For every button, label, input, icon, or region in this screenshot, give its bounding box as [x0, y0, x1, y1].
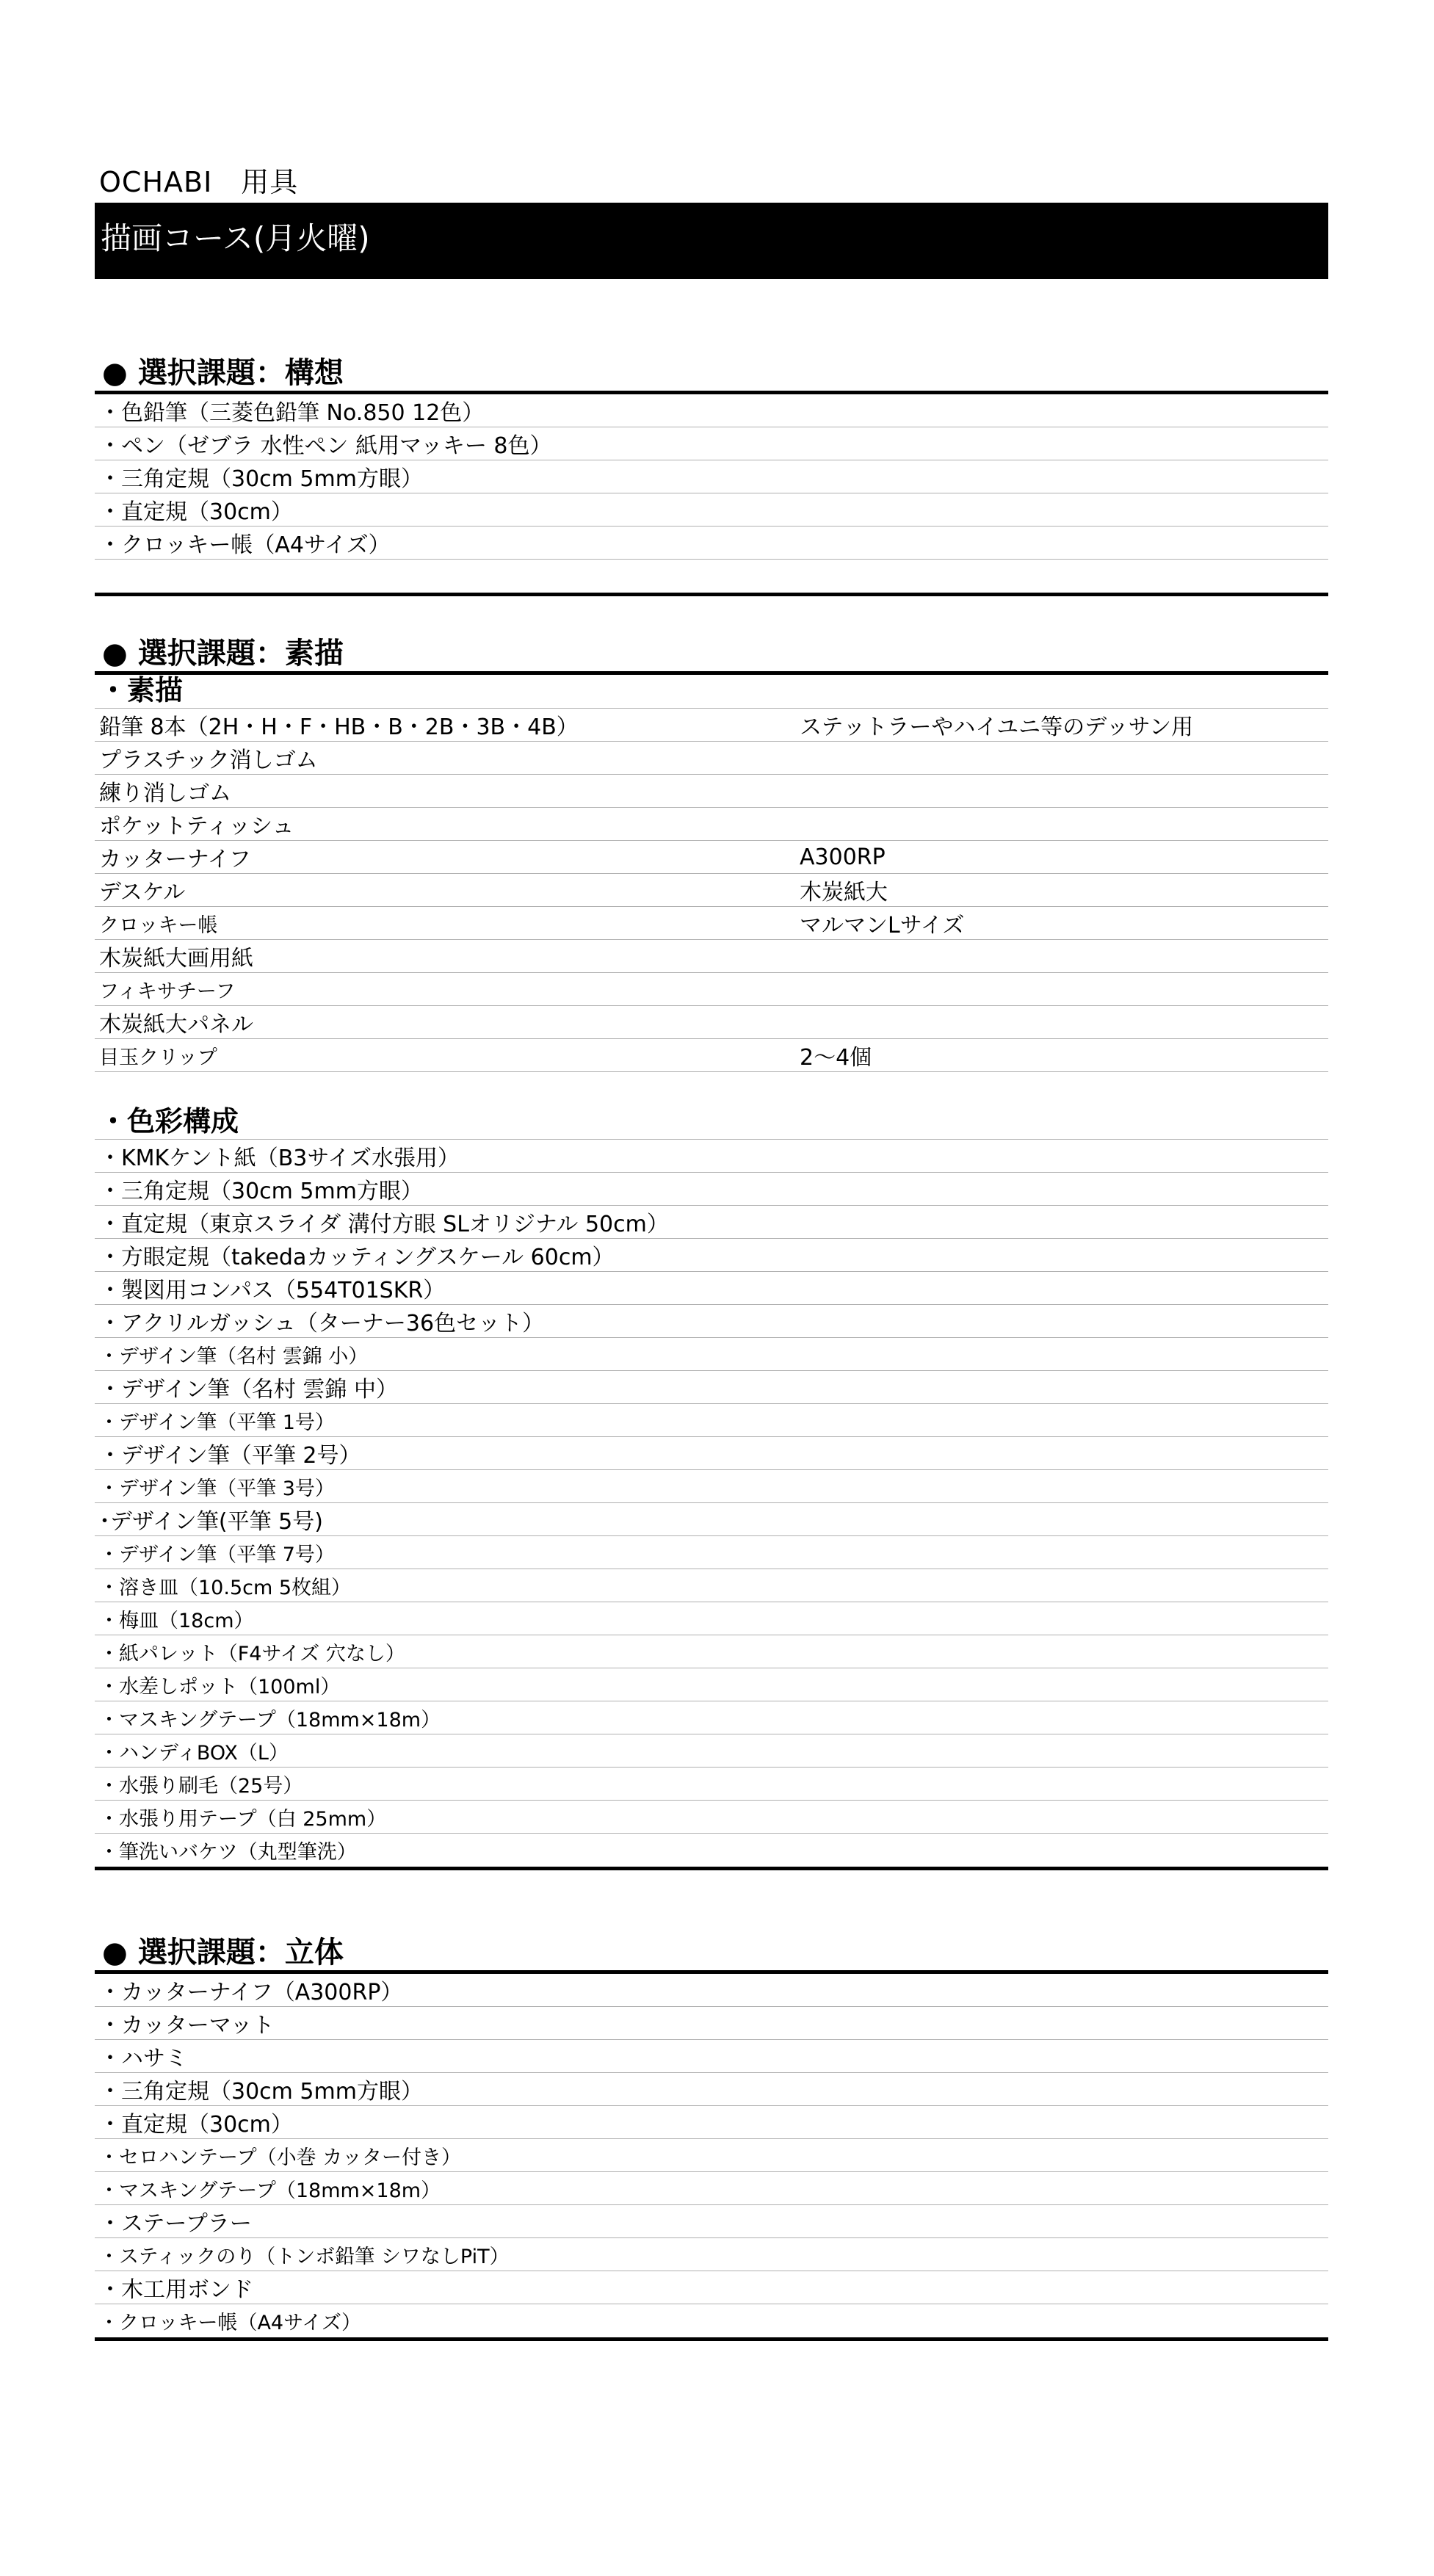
list-item: ・水張り用テープ（白 25mm）: [95, 1801, 1328, 1834]
table-row: プラスチック消しゴム: [95, 742, 1328, 775]
list-item: ･デザイン筆(平筆 5号): [95, 1503, 1328, 1536]
table-row: フィキサチーフ: [95, 973, 1328, 1006]
bullet-icon: ●: [102, 637, 128, 670]
list-item: ・セロハンテープ（小巻 カッター付き）: [95, 2139, 1328, 2172]
list-item: ・紙パレット（F4サイズ 穴なし）: [95, 1635, 1328, 1668]
list-kousou: [95, 394, 1328, 596]
list-item: ・デザイン筆（平筆 1号）: [95, 1404, 1328, 1437]
list-item: ・デザイン筆（名村 雲錦 中）: [95, 1371, 1328, 1404]
list-item: ・直定規（30cm）: [95, 2106, 1328, 2139]
course-banner: 描画コース(月火曜): [95, 203, 1328, 279]
list-item: ・ペン（ゼブラ 水性ペン 紙用マッキー 8色）: [95, 427, 1328, 460]
table-row: クロッキー帳 マルマンLサイズ: [95, 907, 1328, 940]
table-row: デスケル 木炭紙大: [95, 874, 1328, 907]
list-item: ・クロッキー帳（A4サイズ）: [95, 527, 1328, 560]
list-item: ・方眼定規（takedaカッティングスケール 60cm）: [95, 1239, 1328, 1272]
list-item: ・デザイン筆（平筆 7号）: [95, 1536, 1328, 1569]
list-item: ・カッターナイフ（A300RP）: [95, 1974, 1328, 2007]
list-item: ・色鉛筆（三菱色鉛筆 No.850 12色）: [95, 394, 1328, 427]
list-item: ・ハサミ: [95, 2040, 1328, 2073]
list-item: ・直定規（東京スライダ 溝付方眼 SLオリジナル 50cm）: [95, 1206, 1328, 1239]
list-item: ・クロッキー帳（A4サイズ）: [99, 2312, 361, 2334]
list-item: ・直定規（30cm）: [95, 493, 1328, 527]
list-item: ・筆洗いバケツ（丸型筆洗）: [99, 1841, 357, 1864]
table-row: 目玉クリップ 2〜4個: [95, 1039, 1328, 1072]
table-row: カッターナイフ A300RP: [95, 841, 1328, 874]
list-item: ・スティックのり（トンボ鉛筆 シワなしPiT）: [95, 2238, 1328, 2271]
list-item: ・溶き皿（10.5cm 5枚組）: [95, 1569, 1328, 1602]
list-item: ・デザイン筆（名村 雲錦 小）: [95, 1338, 1328, 1371]
subsection-title-sobyou: ・素描: [95, 675, 1328, 709]
list-item: ・製図用コンパス（554T01SKR）: [95, 1272, 1328, 1305]
list-rittai: [95, 1974, 1328, 2341]
table-row: 木炭紙大画用紙: [95, 940, 1328, 973]
document-page: [95, 162, 1328, 2341]
list-item: ・デザイン筆（平筆 3号）: [95, 1470, 1328, 1503]
list-item: ・マスキングテープ（18mm×18m）: [95, 2172, 1328, 2205]
list-item: ・三角定規（30cm 5mm方眼）: [95, 460, 1328, 493]
bullet-icon: ●: [102, 356, 128, 390]
list-item: ・水差しポット（100ml）: [95, 1668, 1328, 1701]
list-item: ・ハンディBOX（L）: [95, 1734, 1328, 1768]
list-item: ・アクリルガッシュ（ターナー36色セット）: [95, 1305, 1328, 1338]
section-title-rittai: ● 選択課題：立体: [95, 1933, 1328, 1974]
table-row: 鉛筆 8本（2H・H・F・HB・B・2B・3B・4B） ステットラーやハイユニ等のデッサン用: [95, 709, 1328, 742]
document-title: OCHABI 用具: [99, 166, 299, 198]
list-item: ・マスキングテープ（18mm×18m）: [95, 1701, 1328, 1734]
table-row: ポケットティッシュ: [95, 808, 1328, 841]
list-item: ・三角定規（30cm 5mm方眼）: [95, 1173, 1328, 1206]
bullet-icon: ●: [102, 1936, 128, 1969]
section-title-sobyou: ● 選択課題：素描: [95, 634, 1328, 675]
table-row: 練り消しゴム: [95, 775, 1328, 808]
list-item: ・カッターマット: [95, 2007, 1328, 2040]
table-row: 木炭紙大パネル: [95, 1006, 1328, 1039]
section-title-kousou: ● 選択課題：構想: [95, 354, 1328, 394]
list-item: ・水張り刷毛（25号）: [95, 1768, 1328, 1801]
list-sobyou: [95, 675, 1328, 1870]
list-item: ・デザイン筆（平筆 2号）: [95, 1437, 1328, 1470]
list-item: ・三角定規（30cm 5mm方眼）: [95, 2073, 1328, 2106]
subsection-title-shikisai: ・色彩構成: [95, 1072, 1328, 1140]
list-item: ・ステープラー: [95, 2205, 1328, 2238]
list-item: ・木工用ボンド: [95, 2271, 1328, 2304]
list-item: ・梅皿（18cm）: [95, 1602, 1328, 1635]
list-item-empty: [95, 560, 1328, 593]
list-item: ・KMKケント紙（B3サイズ水張用）: [95, 1140, 1328, 1173]
